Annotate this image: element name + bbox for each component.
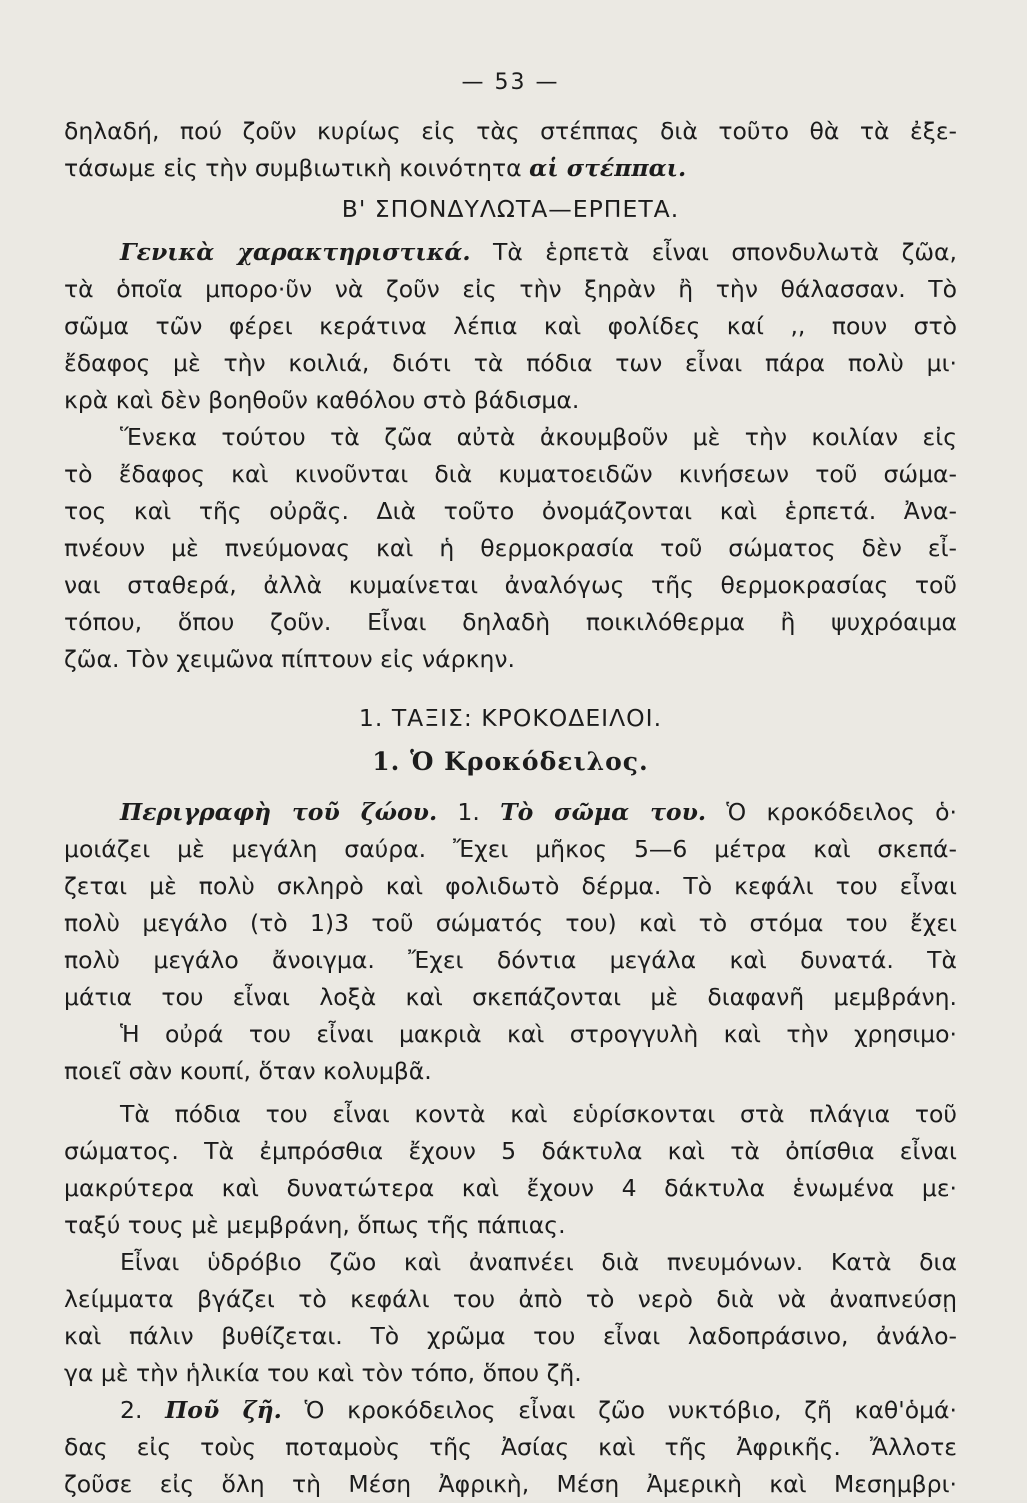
text-line: τος καὶ τῆς οὐρᾶς. Διὰ τοῦτο ὀνομάζονται καὶ ἑρπετά. Ἀνα- (64, 497, 957, 525)
text-line: κρὰ καὶ δὲν βοηθοῦν καθόλου στὸ βάδισμα. (64, 386, 580, 414)
paragraph-sublabel: Τὸ σῶμα του. (500, 798, 707, 826)
text-line: ναι σταθερά, ἀλλὰ κυμαίνεται ἀναλόγως τῆς θερμοκρασίας τοῦ (64, 571, 957, 599)
page-number: — 53 — (461, 70, 560, 95)
text-line: δας εἰς τοὺς ποταμοὺς τῆς Ἀσίας καὶ τῆς Ἀφρικῆς. Ἄλλοτε (64, 1433, 957, 1461)
text-line: ζοῦσε εἰς ὅλη τὴ Μέση Ἀφρικὴ, Μέση Ἀμερικὴ καὶ Μεσημβρι· (64, 1470, 957, 1498)
text-line (64, 234, 957, 271)
text-line: μάτια του εἶναι λοξὰ καὶ σκεπάζονται μὲ διαφανῆ μεμβράνη. (64, 983, 957, 1011)
general-characteristics-paragraph (64, 234, 957, 678)
paragraph-label: Ποῦ ζῆ. (165, 1396, 282, 1424)
text-line: γα μὲ τὴν ἡλικία του καὶ τὸν τόπο, ὅπου ζῆ. (64, 1359, 582, 1387)
section-title: Β' ΣΠΟΝΔΥΛΩΤΑ—ΕΡΠΕΤΑ. (341, 195, 680, 223)
paragraph-label: Γενικὰ χαρακτηριστικά. (120, 238, 471, 266)
text-line: τὰ ὁποῖα μπορο·ῦν νὰ ζοῦν εἰς τὴν ξηρὰν ἢ τὴν θάλασσαν. Τὸ (64, 275, 957, 303)
paragraph-label: Περιγραφὴ τοῦ ζώου. (120, 798, 438, 826)
text-line: μοιάζει μὲ μεγάλη σαύρα. Ἔχει μῆκος 5—6 μέτρα καὶ σκεπά- (64, 835, 957, 863)
intro-paragraph (64, 113, 957, 187)
text-line: τὸ ἔδαφος καὶ κινοῦνται διὰ κυματοειδῶν κινήσεων τοῦ σώμα- (64, 460, 957, 488)
text-line (64, 1392, 957, 1429)
text-line: πνέουν μὲ πνεύμονας καὶ ἡ θερμοκρασία τοῦ σώματος δὲν εἶ- (64, 534, 957, 562)
text-line (64, 150, 957, 187)
text-line: καὶ πάλιν βυθίζεται. Τὸ χρῶμα του εἶναι λαδοπράσινο, ἀνάλο- (64, 1322, 957, 1350)
text-fragment: 2. (120, 1396, 143, 1424)
text-line: λείμματα βγάζει τὸ κεφάλι του ἀπὸ τὸ νερὸ διὰ νὰ ἀναπνεύσῃ (64, 1285, 957, 1313)
emphasis-text: αἱ στέππαι. (529, 154, 687, 182)
text-line: πολὺ μεγάλο ἄνοιγμα. Ἔχει δόντια μεγάλα καὶ δυνατά. Τὰ (64, 946, 957, 974)
where-it-lives-paragraph (64, 1392, 957, 1503)
text-line: ζεται μὲ πολὺ σκληρὸ καὶ φολιδωτὸ δέρμα. Τὸ κεφάλι του εἶναι (64, 872, 957, 900)
text-fragment: Τὰ ἑρπετὰ εἶναι σπονδυλωτὰ ζῶα, (493, 238, 957, 266)
text-line: Εἶναι ὑδρόβιο ζῶο καὶ ἀναπνέει διὰ πνευμόνων. Κατὰ δια (120, 1248, 957, 1276)
text-line: Τὰ πόδια του εἶναι κοντὰ καὶ εὑρίσκονται στὰ πλάγια τοῦ (120, 1100, 957, 1128)
text-fragment: τάσωμε εἰς τὴν συμβιωτικὴ κοινότητα (64, 154, 522, 182)
text-line: σῶμα τῶν φέρει κεράτινα λέπια καὶ φολίδες καί ,, πουν στὸ (64, 312, 957, 340)
description-paragraph (64, 794, 957, 1392)
subsection-title: 1. Ὁ Κροκόδειλος. (372, 747, 649, 776)
text-line: Ἡ οὐρά του εἶναι μακριὰ καὶ στρογγυλὴ καὶ τὴν χρησιμο· (120, 1020, 957, 1048)
text-line: ποιεῖ σὰν κουπί, ὅταν κολυμβᾶ. (64, 1057, 432, 1085)
text-line: ζῶα. Τὸν χειμῶνα πίπτουν εἰς νάρκην. (64, 645, 515, 673)
text-line: μακρύτερα καὶ δυνατώτερα καὶ ἔχουν 4 δάκτυλα ἑνωμένα με· (64, 1174, 957, 1202)
text-line: Ἕνεκα τούτου τὰ ζῶα αὐτὰ ἀκουμβοῦν μὲ τὴν κοιλίαν εἰς (120, 423, 957, 451)
text-line: ταξύ τους μὲ μεμβράνη, ὅπως τῆς πάπιας. (64, 1211, 566, 1239)
text-fragment: Ὁ κροκόδειλος ὁ· (726, 798, 957, 826)
text-line: πολὺ μεγάλο (τὸ 1)3 τοῦ σώματός του) καὶ τὸ στόμα του ἔχει (64, 909, 957, 937)
text-line (64, 794, 957, 831)
text-line: τόπου, ὅπου ζοῦν. Εἶναι δηλαδὴ ποικιλόθερμα ἢ ψυχρόαιμα (64, 608, 957, 636)
text-fragment: Ὁ κροκόδειλος εἶναι ζῶο νυκτόβιο, ζῆ καθ'ὁμά· (304, 1396, 957, 1424)
order-title: 1. ΤΑΞΙΣ: ΚΡΟΚΟΔΕΙΛΟΙ. (358, 704, 663, 732)
text-fragment: 1. (457, 798, 480, 826)
text-line: σώματος. Τὰ ἐμπρόσθια ἔχουν 5 δάκτυλα καὶ τὰ ὀπίσθια εἶναι (64, 1137, 957, 1165)
text-line: δηλαδή, πού ζοῦν κυρίως εἰς τὰς στέππας διὰ τοῦτο θὰ τὰ ἐξε- (64, 117, 957, 145)
text-line: ἔδαφος μὲ τὴν κοιλιά, διότι τὰ πόδια των εἶναι πάρα πολὺ μι· (64, 349, 957, 377)
